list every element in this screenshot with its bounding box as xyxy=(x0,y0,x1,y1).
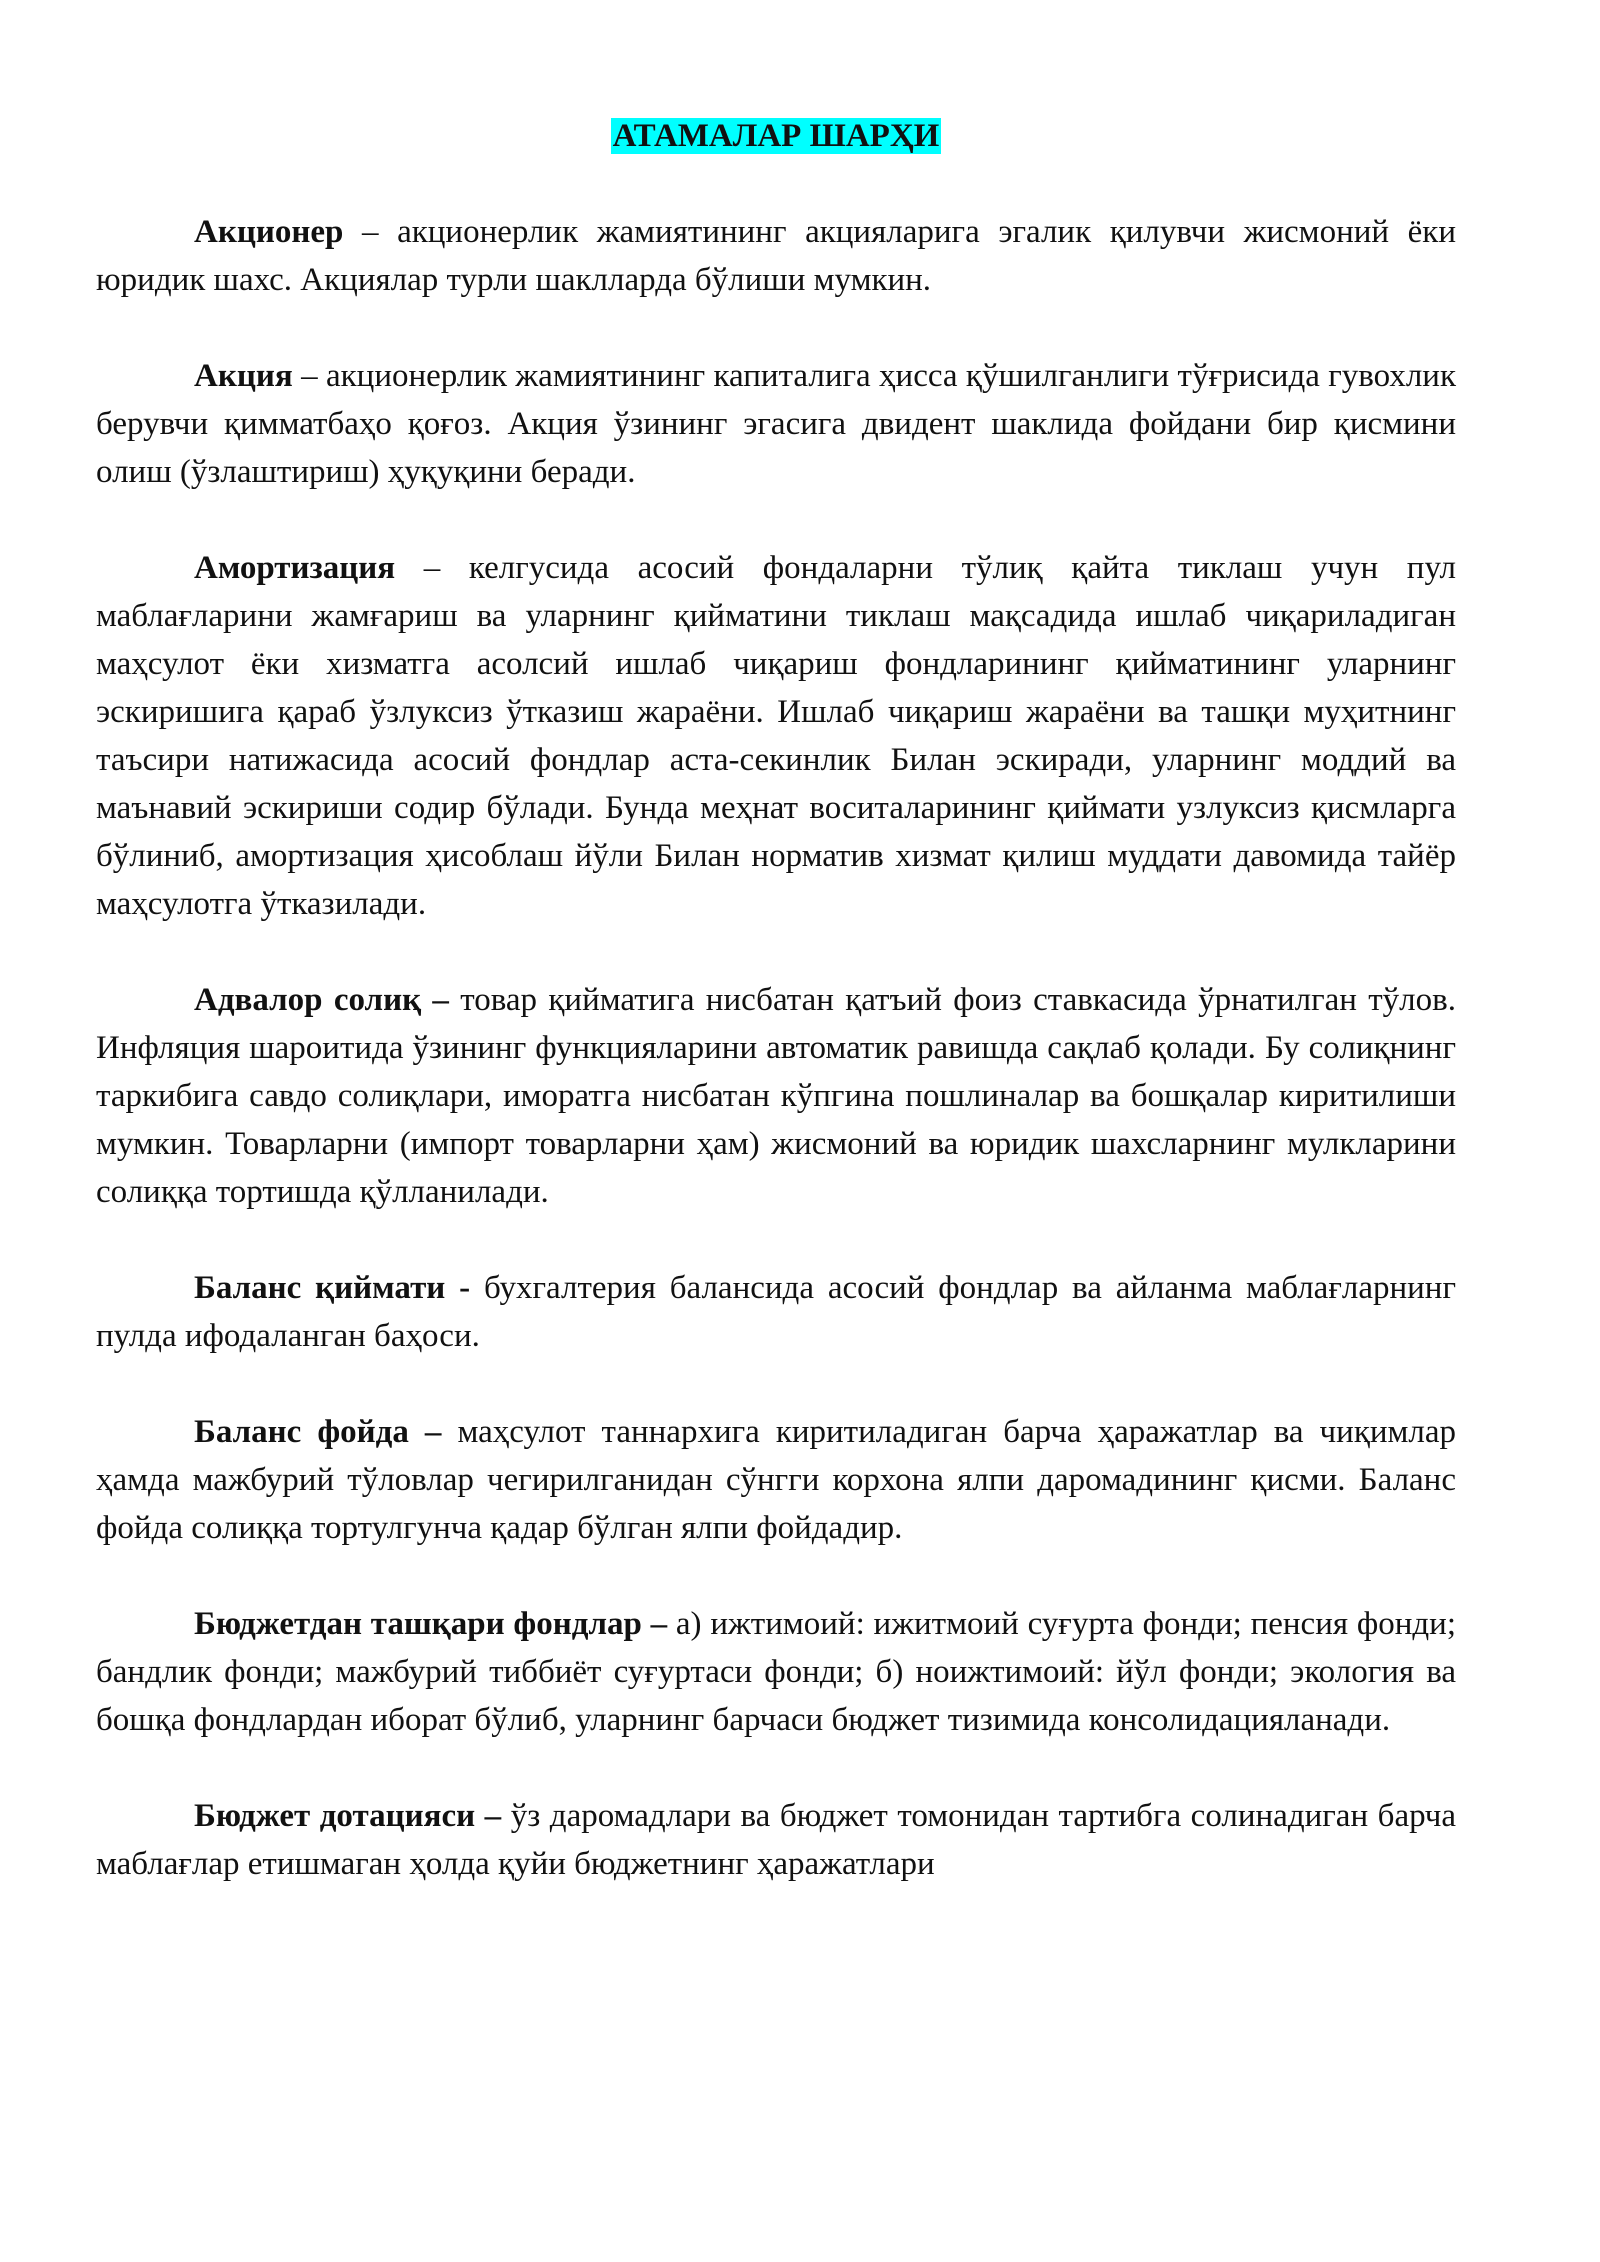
glossary-definition: маҳсулот таннархига киритиладиган барча ҳаражатлар ва чиқимлар ҳамда мажбурий тўловлар чегирилганидан сўнгги корхона ялпи даромадининг қисми. Баланс фойда солиққа тортулгунча қадар бўлган ялпи фойдадир. xyxy=(96,1414,1457,1546)
glossary-entry xyxy=(96,208,1456,304)
glossary-definition: ўз даромадлари ва бюджет томонидан тартибга солинадиган барча маблағлар етишмаган ҳолда қуйи бюджетнинг ҳаражатлари xyxy=(96,1798,1457,1882)
glossary-definition: – акционерлик жамиятининг акцияларига эгалик қилувчи жисмоний ёки юридик шахс. Акциялар турли шаклларда бўлиши мумкин. xyxy=(96,214,1456,298)
glossary-entry xyxy=(96,544,1456,928)
glossary-term: Адвалор солиқ – xyxy=(194,982,449,1018)
glossary-entry xyxy=(96,976,1456,1216)
document-title xyxy=(96,112,1456,160)
glossary-term: Баланс қиймати - xyxy=(194,1270,471,1306)
glossary-definition: бухгалтерия балансида асосий фондлар ва айланма маблағларнинг пулда ифодаланган баҳоси. xyxy=(96,1270,1456,1354)
glossary-term: Бюджет дотацияси – xyxy=(194,1798,502,1834)
glossary-entry xyxy=(96,1408,1456,1552)
glossary-entry xyxy=(96,1600,1456,1744)
glossary-definition: – акционерлик жамиятининг капиталига ҳисса қўшилганлиги тўғрисида гувохлик берувчи қимматбаҳо қоғоз. Акция ўзининг эгасига двидент шаклида фойдани бир қисмини олиш (ўзлаштириш) ҳуқуқини беради. xyxy=(96,358,1456,490)
glossary-entry xyxy=(96,352,1456,496)
glossary-term: Баланс фойда – xyxy=(194,1414,442,1450)
glossary-term: Акционер xyxy=(194,214,344,250)
glossary-definition: товар қийматига нисбатан қатъий фоиз ставкасида ўрнатилган тўлов. Инфляция шароитида ўзининг функцияларини автоматик равишда сақлаб қолади. Бу солиқнинг таркибига савдо солиқлари, иморатга нисбатан кўпгина пошлиналар ва бошқалар киритилиши мумкин. Товарларни (импорт товарларни ҳам) жисмоний ва юридик шахсларнинг мулкларини солиққа тортишда қўлланилади. xyxy=(96,982,1456,1210)
document-title-text: АТАМАЛАР ШАРҲИ xyxy=(612,118,940,154)
glossary-entry xyxy=(96,1264,1456,1360)
glossary-entry xyxy=(96,1792,1456,1888)
glossary-definition: а) ижтимоий: ижитмоий суғурта фонди; пенсия фонди; бандлик фонди; мажбурий тиббиёт суғуртаси фонди; б) ноижтимоий: йўл фонди; экология ва бошқа фондлардан иборат бўлиб, уларнинг барчаси бюджет тизимида консолидацияланади. xyxy=(96,1606,1456,1738)
document-page xyxy=(96,112,1456,1936)
glossary-term: Бюджетдан ташқари фондлар – xyxy=(194,1606,668,1642)
glossary-term: Акция xyxy=(194,358,293,394)
glossary-definition: – келгусида асосий фондаларни тўлиқ қайта тиклаш учун пул маблағларини жамғариш ва уларнинг қийматини тиклаш мақсадида ишлаб чиқариладиган маҳсулот ёки хизматга асолсий ишлаб чиқариш фондларининг қийматининг уларнинг эскиришига қараб ўзлуксиз ўтказиш жараёни. Ишлаб чиқариш жараёни ва ташқи муҳитнинг таъсири натижасида асосий фондлар аста-секинлик Билан эскиради, уларнинг моддий ва маънавий эскириши содир бўлади. Бунда меҳнат воситаларининг қиймати узлуксиз қисмларга бўлиниб, амортизация ҳисоблаш йўли Билан норматив хизмат қилиш муддати давомида тайёр маҳсулотга ўтказилади. xyxy=(96,550,1456,922)
glossary-term: Амортизация xyxy=(194,550,396,586)
